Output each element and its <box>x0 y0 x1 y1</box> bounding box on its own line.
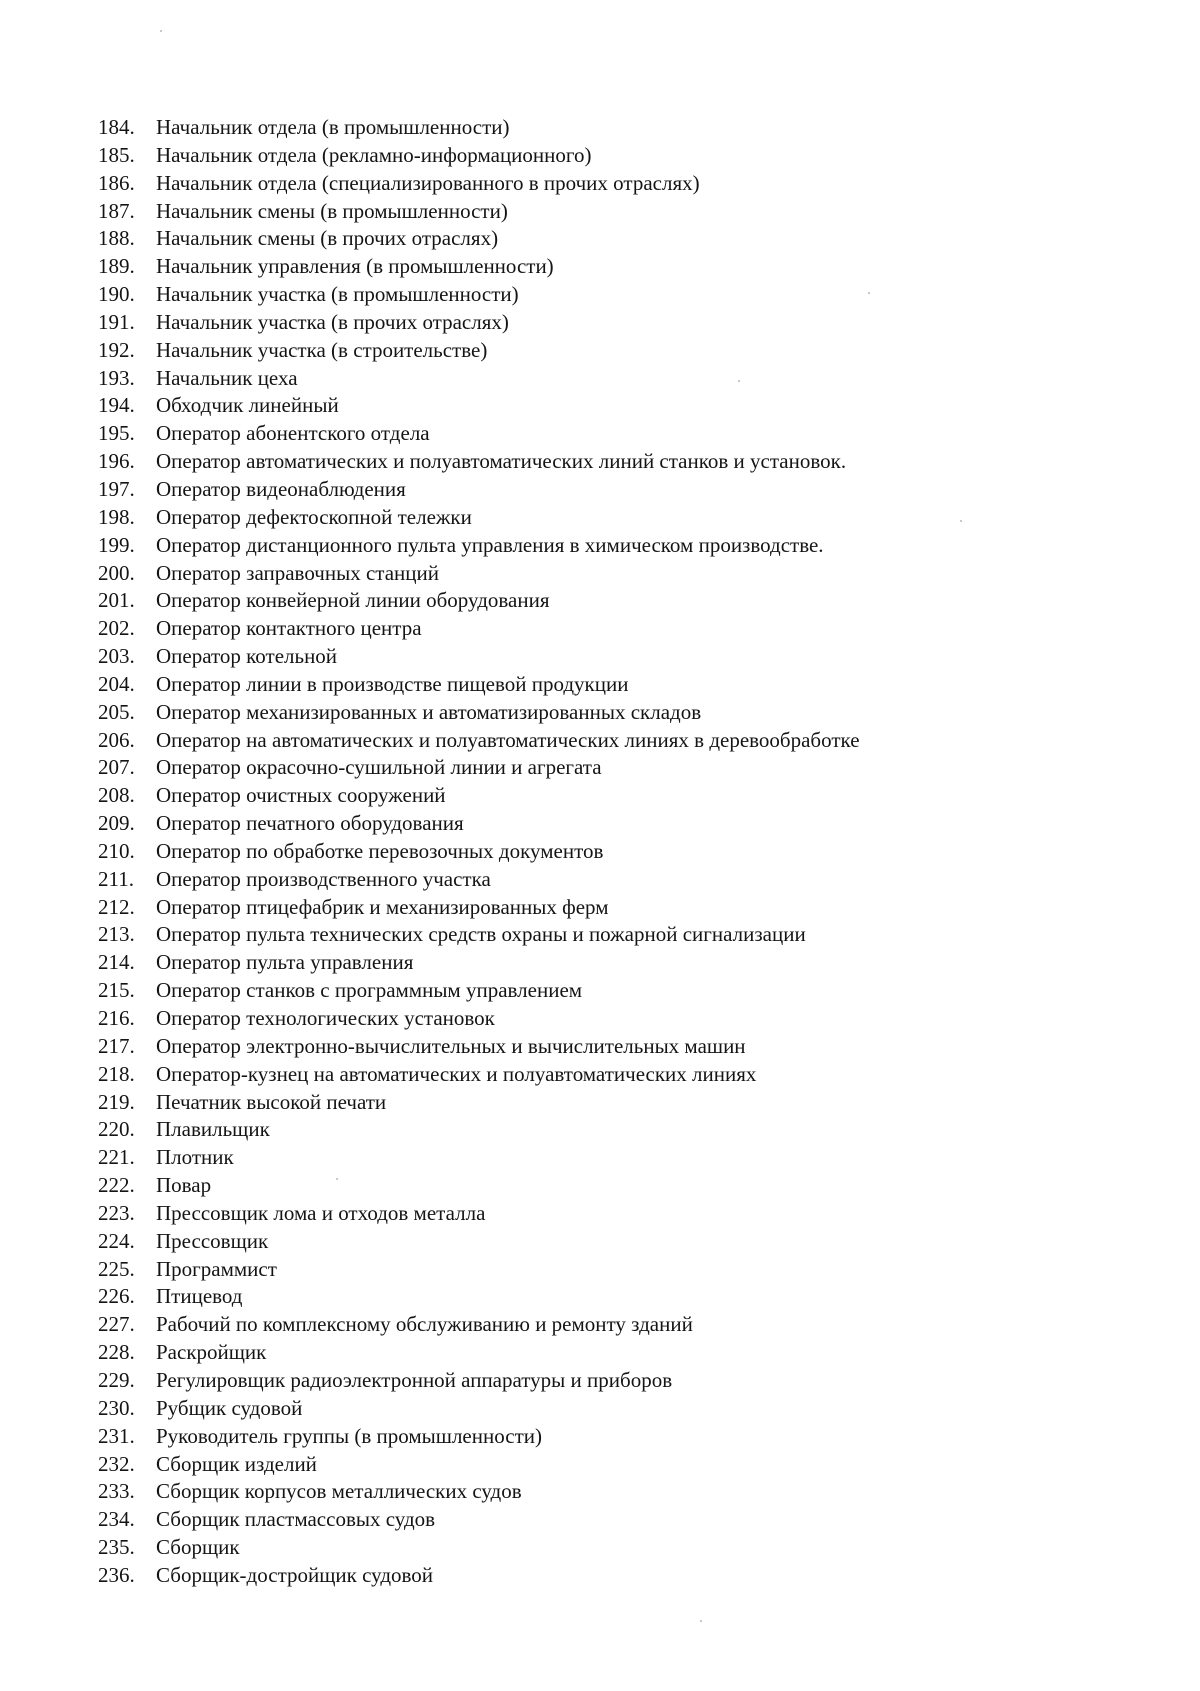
list-item-text: Оператор электронно-вычислительных и вычислительных машин <box>156 1033 746 1058</box>
list-item <box>98 810 1148 838</box>
list-item <box>98 977 1148 1005</box>
list-item <box>98 949 1148 977</box>
list-item <box>98 1061 1148 1089</box>
list-item-text: Рубщик судовой <box>156 1395 303 1420</box>
list-item-text: Сборщик корпусов металлических судов <box>156 1479 522 1504</box>
list-item-text: Оператор абонентского отдела <box>156 421 430 446</box>
list-item-text: Начальник смены (в промышленности) <box>156 198 508 223</box>
list-item-text: Печатник высокой печати <box>156 1089 387 1114</box>
list-item-number: 223. <box>98 1200 135 1225</box>
list-item-number: 189. <box>98 254 135 279</box>
list-item-number: 233. <box>98 1479 135 1504</box>
list-item-number: 187. <box>98 198 135 223</box>
list-item <box>98 532 1148 560</box>
list-item-number: 186. <box>98 170 135 195</box>
list-item <box>98 560 1148 588</box>
list-item <box>98 1144 1148 1172</box>
list-item-number: 232. <box>98 1451 135 1476</box>
list-item-number: 222. <box>98 1173 135 1198</box>
list-item <box>98 1005 1148 1033</box>
list-item-text: Прессовщик <box>156 1228 269 1253</box>
list-item-number: 221. <box>98 1145 135 1170</box>
list-item <box>98 1228 1148 1256</box>
list-item <box>98 699 1148 727</box>
list-item-number: 236. <box>98 1562 135 1587</box>
list-item <box>98 1033 1148 1061</box>
list-item-number: 226. <box>98 1284 135 1309</box>
list-item-text: Сборщик изделий <box>156 1451 317 1476</box>
list-item-text: Начальник управления (в промышленности) <box>156 254 554 279</box>
list-item-text: Начальник участка (в строительстве) <box>156 337 488 362</box>
list-item <box>98 1395 1148 1423</box>
list-item-number: 214. <box>98 950 135 975</box>
list-item-text: Начальник участка (в прочих отраслях) <box>156 309 509 334</box>
list-item-text: Начальник отдела (специализированного в прочих отраслях) <box>156 170 700 195</box>
scan-speck <box>160 30 162 32</box>
list-item-number: 199. <box>98 532 135 557</box>
list-item <box>98 365 1148 393</box>
list-item-text: Оператор производственного участка <box>156 866 491 891</box>
list-item-text: Оператор очистных сооружений <box>156 783 446 808</box>
list-item-number: 188. <box>98 226 135 251</box>
list-item <box>98 1562 1148 1590</box>
list-item <box>98 782 1148 810</box>
list-item <box>98 420 1148 448</box>
list-item-text: Регулировщик радиоэлектронной аппаратуры и приборов <box>156 1367 673 1392</box>
list-item <box>98 838 1148 866</box>
list-item-number: 208. <box>98 783 135 808</box>
list-item <box>98 198 1148 226</box>
list-item-text: Птицевод <box>156 1284 243 1309</box>
list-item-number: 192. <box>98 337 135 362</box>
list-item-number: 224. <box>98 1228 135 1253</box>
list-item-text: Сборщик пластмассовых судов <box>156 1507 436 1532</box>
list-item <box>98 921 1148 949</box>
list-item <box>98 1116 1148 1144</box>
list-item <box>98 392 1148 420</box>
list-item-text: Оператор станков с программным управлением <box>156 978 583 1003</box>
list-item-number: 195. <box>98 421 135 446</box>
list-item <box>98 1423 1148 1451</box>
list-item-number: 204. <box>98 671 135 696</box>
list-item-text: Оператор пульта технических средств охраны и пожарной сигнализации <box>156 922 806 947</box>
list-item-text: Оператор-кузнец на автоматических и полуавтоматических линиях <box>156 1061 757 1086</box>
list-item-text: Руководитель группы (в промышленности) <box>156 1423 542 1448</box>
list-item-text: Сборщик-достройщик судовой <box>156 1562 434 1587</box>
occupation-list <box>98 114 1148 1590</box>
list-item-text: Начальник цеха <box>156 365 298 390</box>
list-item <box>98 1451 1148 1479</box>
list-item-number: 216. <box>98 1006 135 1030</box>
list-item-text: Прессовщик лома и отходов металла <box>156 1200 486 1225</box>
list-item-number: 203. <box>98 644 135 669</box>
list-item-text: Оператор на автоматических и полуавтоматических линиях в деревообработке <box>156 727 860 752</box>
list-item <box>98 1367 1148 1395</box>
list-item-number: 196. <box>98 449 135 474</box>
list-item <box>98 253 1148 281</box>
list-item-text: Начальник смены (в прочих отраслях) <box>156 226 499 251</box>
list-item-number: 184. <box>98 115 135 139</box>
list-item-number: 198. <box>98 504 135 529</box>
list-item <box>98 1200 1148 1228</box>
list-item-text: Оператор пульта управления <box>156 950 414 975</box>
list-item-text: Оператор линии в производстве пищевой продукции <box>156 671 629 696</box>
list-item-number: 201. <box>98 588 135 613</box>
list-item <box>98 1089 1148 1117</box>
list-item-text: Оператор механизированных и автоматизированных складов <box>156 699 702 724</box>
list-item-text: Плавильщик <box>156 1117 270 1142</box>
list-item <box>98 225 1148 253</box>
list-item-number: 225. <box>98 1256 135 1281</box>
list-item-text: Оператор птицефабрик и механизированных ферм <box>156 894 609 919</box>
list-item <box>98 114 1148 142</box>
list-item-number: 219. <box>98 1089 135 1114</box>
list-item <box>98 1256 1148 1284</box>
list-item-number: 210. <box>98 838 135 863</box>
list-item <box>98 1339 1148 1367</box>
scan-speck <box>700 1620 702 1622</box>
list-item-text: Оператор заправочных станций <box>156 560 439 585</box>
list-item-number: 212. <box>98 894 135 919</box>
list-item-text: Оператор контактного центра <box>156 616 422 641</box>
list-item-text: Оператор котельной <box>156 644 338 669</box>
list-item-text: Оператор автоматических и полуавтоматических линий станков и установок. <box>156 449 847 474</box>
list-item-text: Оператор технологических установок <box>156 1006 495 1030</box>
list-item <box>98 615 1148 643</box>
list-item <box>98 754 1148 782</box>
list-item <box>98 643 1148 671</box>
list-item-text: Начальник участка (в промышленности) <box>156 282 519 307</box>
list-item-number: 234. <box>98 1507 135 1532</box>
list-item <box>98 1172 1148 1200</box>
list-item <box>98 476 1148 504</box>
list-item-text: Оператор конвейерной линии оборудования <box>156 588 550 613</box>
list-item-number: 207. <box>98 755 135 780</box>
list-item <box>98 448 1148 476</box>
list-item-number: 197. <box>98 476 135 501</box>
list-item-number: 206. <box>98 727 135 752</box>
list-item <box>98 1283 1148 1311</box>
list-item <box>98 281 1148 309</box>
list-item <box>98 337 1148 365</box>
list-item-text: Оператор дистанционного пульта управления в химическом производстве. <box>156 532 824 557</box>
list-item <box>98 671 1148 699</box>
list-item-number: 231. <box>98 1423 135 1448</box>
list-item-number: 213. <box>98 922 135 947</box>
list-item-text: Обходчик линейный <box>156 393 339 418</box>
list-item-text: Программист <box>156 1256 277 1281</box>
list-item <box>98 1478 1148 1506</box>
list-item-text: Оператор по обработке перевозочных документов <box>156 838 604 863</box>
list-item <box>98 727 1148 755</box>
list-item-text: Начальник отдела (в промышленности) <box>156 115 510 139</box>
list-item-number: 209. <box>98 811 135 836</box>
list-item-number: 194. <box>98 393 135 418</box>
list-item-text: Оператор печатного оборудования <box>156 811 464 836</box>
list-item <box>98 1311 1148 1339</box>
list-item-text: Раскройщик <box>156 1340 267 1365</box>
list-item-number: 230. <box>98 1395 135 1420</box>
list-item-number: 235. <box>98 1535 135 1560</box>
list-item-number: 227. <box>98 1312 135 1337</box>
list-item <box>98 142 1148 170</box>
list-item <box>98 1534 1148 1562</box>
list-item-number: 185. <box>98 142 135 167</box>
list-item-number: 215. <box>98 978 135 1003</box>
list-item-text: Сборщик <box>156 1535 240 1560</box>
list-item-text: Рабочий по комплексному обслуживанию и ремонту зданий <box>156 1312 693 1337</box>
list-item <box>98 866 1148 894</box>
list-item-number: 211. <box>98 866 134 891</box>
list-item-number: 218. <box>98 1061 135 1086</box>
list-item-number: 228. <box>98 1340 135 1365</box>
list-item-text: Плотник <box>156 1145 234 1170</box>
list-item <box>98 1506 1148 1534</box>
list-item-text: Оператор окрасочно-сушильной линии и агрегата <box>156 755 602 780</box>
list-item-number: 205. <box>98 699 135 724</box>
list-item-text: Начальник отдела (рекламно-информационного) <box>156 142 592 167</box>
list-item-number: 229. <box>98 1367 135 1392</box>
list-item-number: 193. <box>98 365 135 390</box>
list-item <box>98 587 1148 615</box>
list-item <box>98 309 1148 337</box>
list-item-number: 217. <box>98 1033 135 1058</box>
list-item-text: Повар <box>156 1173 212 1198</box>
list-item-text: Оператор видеонаблюдения <box>156 476 406 501</box>
list-item-text: Оператор дефектоскопной тележки <box>156 504 472 529</box>
list-item-number: 190. <box>98 282 135 307</box>
list-item <box>98 894 1148 922</box>
list-item-number: 191. <box>98 309 135 334</box>
list-item <box>98 504 1148 532</box>
list-item-number: 202. <box>98 616 135 641</box>
list-item-number: 200. <box>98 560 135 585</box>
list-item <box>98 170 1148 198</box>
list-item-number: 220. <box>98 1117 135 1142</box>
